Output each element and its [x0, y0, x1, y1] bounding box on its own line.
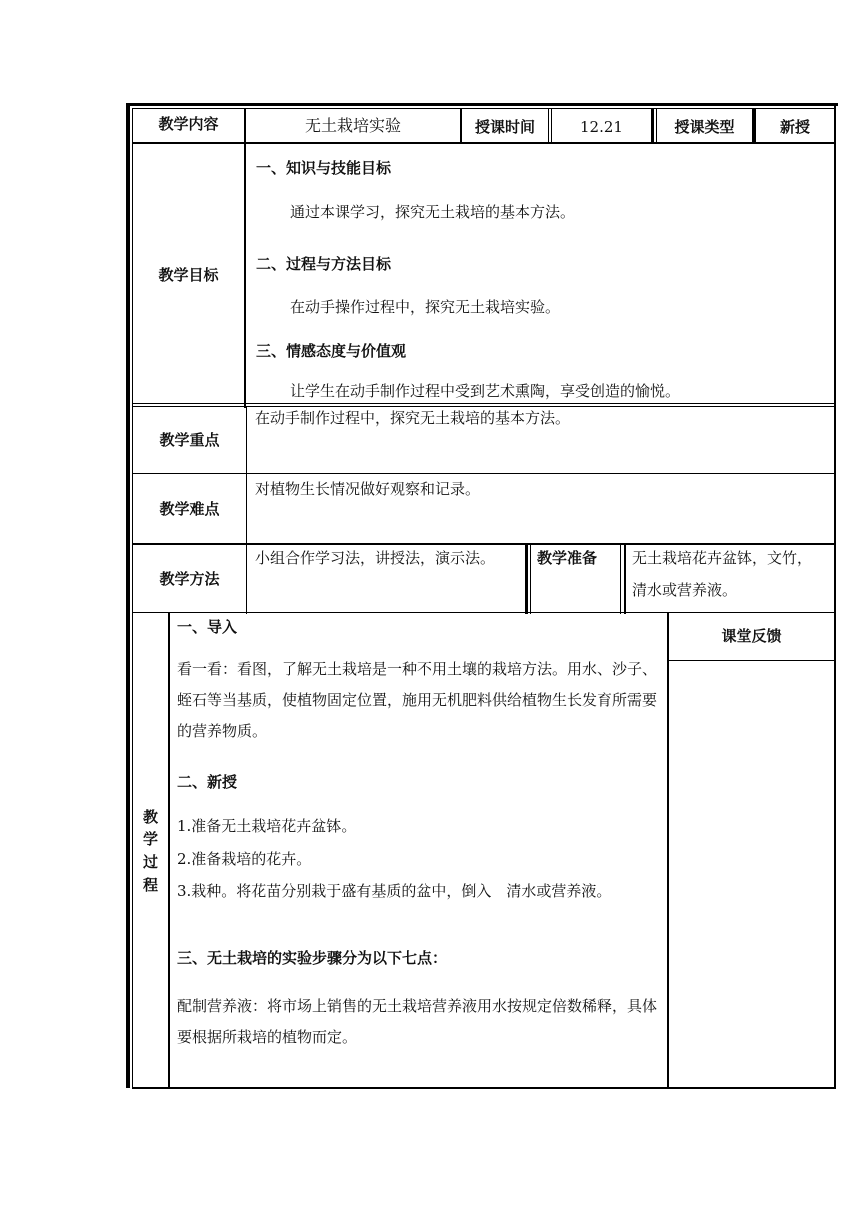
- method-label: 教学方法: [159, 570, 220, 588]
- preparation-line-2: 清水或营养液。: [632, 581, 738, 599]
- objectives-label: 教学目标: [158, 266, 219, 284]
- preparation-label: 教学准备: [537, 549, 598, 567]
- objective-text-knowledge: 通过本课学习，探究无土栽培的基本方法。: [290, 203, 576, 221]
- objective-heading-knowledge: 一、知识与技能目标: [256, 159, 392, 177]
- intro-heading: 一、导入: [177, 618, 238, 636]
- nutrient-solution-text: 配制营养液：将市场上销售的无土栽培营养液用水按规定倍数稀释，具体要根据所栽培的植物而定。: [177, 997, 658, 1046]
- type-label: 授课类型: [674, 118, 735, 136]
- feedback-label: 课堂反馈: [721, 627, 782, 645]
- key-point-text: 在动手制作过程中，探究无土栽培的基本方法。: [255, 409, 571, 427]
- key-point-label: 教学重点: [159, 431, 220, 449]
- objective-heading-attitude: 三、情感态度与价值观: [256, 342, 407, 360]
- difficulty-text: 对植物生长情况做好观察和记录。: [255, 480, 481, 498]
- type-value: 新授: [779, 118, 810, 136]
- objective-text-attitude: 让学生在动手制作过程中受到艺术熏陶，享受创造的愉悦。: [290, 382, 681, 400]
- step-1: 1.准备无土栽培花卉盆钵。: [177, 817, 357, 835]
- objective-text-process: 在动手操作过程中，探究无土栽培实验。: [290, 298, 561, 316]
- objective-heading-process: 二、过程与方法目标: [256, 255, 392, 273]
- time-value: 12.21: [580, 118, 623, 136]
- difficulty-label: 教学难点: [159, 500, 220, 518]
- method-text: 小组合作学习法，讲授法，演示法。: [255, 549, 496, 567]
- process-label-char: 学: [142, 830, 158, 848]
- process-label-char: 过: [142, 853, 158, 871]
- step-2: 2.准备栽培的花卉。: [177, 850, 312, 868]
- preparation-line-1: 无土栽培花卉盆钵，文竹，: [632, 549, 813, 567]
- step-3: 3.栽种。将花苗分别栽于盛有基质的盆中，倒入 清水或营养液。: [177, 882, 612, 900]
- content-label: 教学内容: [158, 115, 219, 133]
- process-label-char: 教: [142, 808, 158, 826]
- time-label: 授课时间: [474, 118, 535, 136]
- intro-text: 看一看：看图，了解无土栽培是一种不用土壤的栽培方法。用水、沙子、蛭石等当基质，使植物固定位置，施用无机肥料供给植物生长发育所需要的营养物质。: [177, 660, 658, 740]
- seven-steps-heading: 三、无土栽培的实验步骤分为以下七点：: [177, 949, 448, 967]
- process-label-char: 程: [142, 876, 158, 894]
- lesson-title: 无土栽培实验: [304, 116, 401, 135]
- new-lesson-heading: 二、新授: [177, 773, 238, 791]
